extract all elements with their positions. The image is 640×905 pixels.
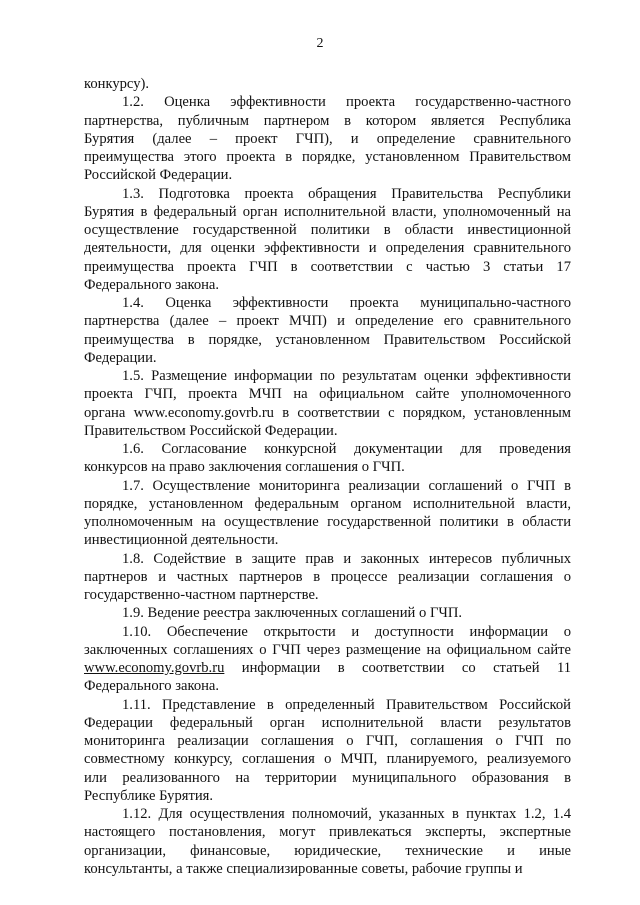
text-line: Федерального закона. bbox=[84, 276, 220, 293]
text-line: 1.8. Содействие в защите прав и законных интересов публичных bbox=[122, 550, 571, 567]
text-line: или реализованного на территории муниципального образования в bbox=[84, 769, 571, 786]
text-line: инвестиционной деятельности. bbox=[84, 532, 279, 549]
text-line: государственно-частном партнерстве. bbox=[84, 587, 319, 603]
text-line: конкурсов на право заключения соглашения о ГЧП. bbox=[84, 459, 405, 476]
paragraph-p1-8 bbox=[84, 550, 571, 605]
text-line: Федерации федеральный орган исполнительной власти результатов bbox=[84, 714, 571, 731]
text-line: 1.6. Согласование конкурсной документации для проведения bbox=[122, 441, 571, 457]
text-line: 1.2. Оценка эффективности проекта государственно-частного bbox=[122, 94, 571, 111]
text-line: органа www.economy.govrb.ru в соответствии с порядком, установленным bbox=[84, 404, 571, 421]
text-line: 1.9. Ведение реестра заключенных соглашений о ГЧП. bbox=[122, 605, 463, 622]
text-line: деятельности, для оценки эффективности и определения сравнительного bbox=[84, 240, 571, 257]
paragraph-p1-3 bbox=[84, 185, 571, 295]
text-line: Правительством Российской Федерации. bbox=[84, 422, 338, 439]
text-line: 1.7. Осуществление мониторинга реализации соглашений о ГЧП в bbox=[122, 477, 571, 494]
text-line: преимущества этого проекта в порядке, установленном Правительством bbox=[84, 149, 571, 165]
text-line: мониторинга реализации соглашения о ГЧП, соглашения о ГЧП по bbox=[84, 733, 571, 749]
text-line: Федерации. bbox=[84, 349, 157, 366]
website-link[interactable]: www.economy.govrb.ru bbox=[84, 660, 225, 676]
paragraph-p1-4 bbox=[84, 294, 571, 367]
text-line: совместному конкурсу, соглашения о МЧП, планируемого, реализуемого bbox=[84, 751, 571, 768]
text-line: 1.3. Подготовка проекта обращения Правительства Республики bbox=[122, 185, 571, 202]
text-line: Бурятия в федеральный орган исполнительной власти, уполномоченный на bbox=[84, 203, 571, 220]
paragraph-p1-9 bbox=[84, 604, 571, 622]
text-line: порядке, установленном федеральным органом исполнительной власти, bbox=[84, 495, 571, 512]
text-line: Российской Федерации. bbox=[84, 167, 233, 184]
text-line: консультанты, а также специализированные советы, рабочие группы и bbox=[84, 860, 523, 877]
paragraph-p1-7 bbox=[84, 477, 571, 550]
text-line: Республике Бурятия. bbox=[84, 787, 214, 804]
paragraph-p1-5 bbox=[84, 367, 571, 440]
text-line: заключенных соглашениях о ГЧП через размещение на официальном сайте bbox=[84, 641, 571, 658]
text-line: партнерства (далее – проект МЧП) и определение его сравнительного bbox=[84, 313, 571, 330]
text-line: конкурсу). bbox=[84, 76, 150, 92]
paragraph-p1-11 bbox=[84, 696, 571, 806]
text-line: 1.5. Размещение информации по результатам оценки эффективности bbox=[122, 368, 571, 384]
text-line: 1.12. Для осуществления полномочий, указанных в пунктах 1.2, 1.4 bbox=[122, 806, 571, 822]
text-line: 1.10. Обеспечение открытости и доступности информации о bbox=[122, 623, 571, 640]
paragraph-p1-10 bbox=[84, 623, 571, 696]
text-line: партнеров и частных партнеров в процессе реализации соглашения о bbox=[84, 568, 571, 585]
paragraph-p1-12 bbox=[84, 805, 571, 878]
text-line: Федерального закона. bbox=[84, 678, 220, 695]
text-line: Бурятия (далее – проект ГЧП), и определение сравнительного bbox=[84, 130, 571, 147]
paragraph-p0 bbox=[84, 75, 571, 93]
text-line: партнерства, публичным партнером в котором является Республика bbox=[84, 112, 571, 129]
text-line: осуществление государственной политики в области инвестиционной bbox=[84, 222, 571, 238]
text-line: уполномоченным на осуществление государственной политики в области bbox=[84, 514, 571, 530]
text-line: настоящего постановления, могут привлекаться эксперты, экспертные bbox=[84, 824, 571, 841]
text-line: 1.4. Оценка эффективности проекта муниципально-частного bbox=[122, 295, 571, 311]
page-number: 2 bbox=[316, 36, 324, 51]
text-line: 1.11. Представление в определенный Правительством Российской bbox=[122, 696, 571, 713]
text-line: www.economy.govrb.ru информации в соответствии со статьей 11 bbox=[84, 660, 571, 676]
paragraph-p1-2 bbox=[84, 93, 571, 184]
text-line: преимущества проекта ГЧП в соответствии с частью 3 статьи 17 bbox=[84, 258, 571, 275]
text-line: преимущества в порядке, установленном Правительством Российской bbox=[84, 331, 571, 348]
text-line: проекта ГЧП, проекта МЧП на официальном сайте уполномоченного bbox=[84, 386, 571, 403]
paragraph-p1-6 bbox=[84, 440, 571, 477]
text-line: организации, финансовые, юридические, технические и иные bbox=[84, 842, 571, 859]
document-body bbox=[84, 75, 571, 878]
